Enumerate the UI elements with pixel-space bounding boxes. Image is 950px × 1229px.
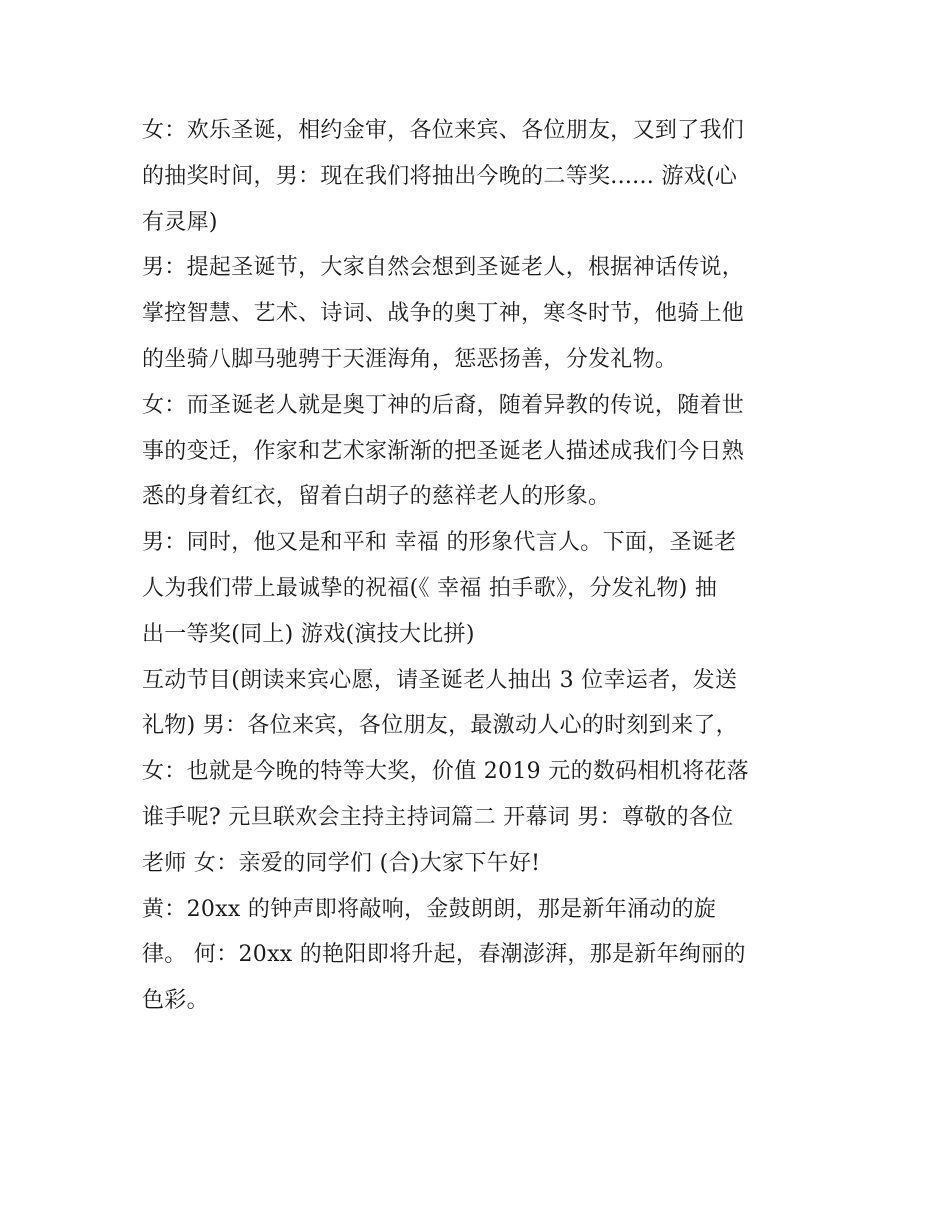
text-line: 律。 何：20xx 的艳阳即将升起，春潮澎湃，那是新年绚丽的 [142, 942, 746, 968]
text-line: 掌控智慧、艺术、诗词、战争的奥丁神，寒冬时节，他骑上他 [142, 301, 745, 327]
text-line: 悉的身着红衣，留着白胡子的慈祥老人的形象。 [142, 484, 611, 510]
text-line: 男：同时，他又是和平和 幸福 的形象代言人。下面，圣诞老 [142, 530, 737, 556]
text-line: 女：欢乐圣诞，相约金审，各位来宾、各位朋友，又到了我们 [142, 118, 745, 143]
text-line: 有灵犀) [142, 209, 218, 235]
text-line: 男：提起圣诞节，大家自然会想到圣诞老人，根据神话传说， [142, 255, 745, 281]
text-line: 谁手呢? 元旦联欢会主持主持词篇二 开幕词 男：尊敬的各位 [142, 804, 734, 830]
text-line: 人为我们带上最诚挚的祝福(《 幸福 拍手歌》，分发礼物) 抽 [142, 575, 718, 601]
text-line: 黄：20xx 的钟声即将敲响，金鼓朗朗，那是新年涌动的旋 [142, 896, 717, 922]
text-line: 的坐骑八脚马驰骋于天涯海角，惩恶扬善，分发礼物。 [142, 346, 678, 372]
text-line: 色彩。 [142, 988, 209, 1014]
text-line: 女：也就是今晚的特等大奖，价值 2019 元的数码相机将花落 [142, 759, 749, 785]
text-line: 女：而圣诞老人就是奥丁神的后裔，随着异教的传说，随着世 [142, 392, 745, 418]
document-body [142, 108, 814, 1024]
text-line: 出一等奖(同上) 游戏(演技大比拼) [142, 621, 475, 647]
text-line: 互动节目(朗读来宾心愿，请圣诞老人抽出 3 位幸运者，发送 [142, 667, 738, 693]
text-line: 老师 女：亲爱的同学们 (合)大家下午好! [142, 850, 541, 876]
text-line: 事的变迁，作家和艺术家渐渐的把圣诞老人描述成我们今日熟 [142, 438, 745, 464]
text-line: 的抽奖时间，男：现在我们将抽出今晚的二等奖...... 游戏(心 [142, 163, 738, 189]
text-line: 礼物) 男：各位来宾，各位朋友，最激动人心的时刻到来了， [142, 713, 738, 739]
